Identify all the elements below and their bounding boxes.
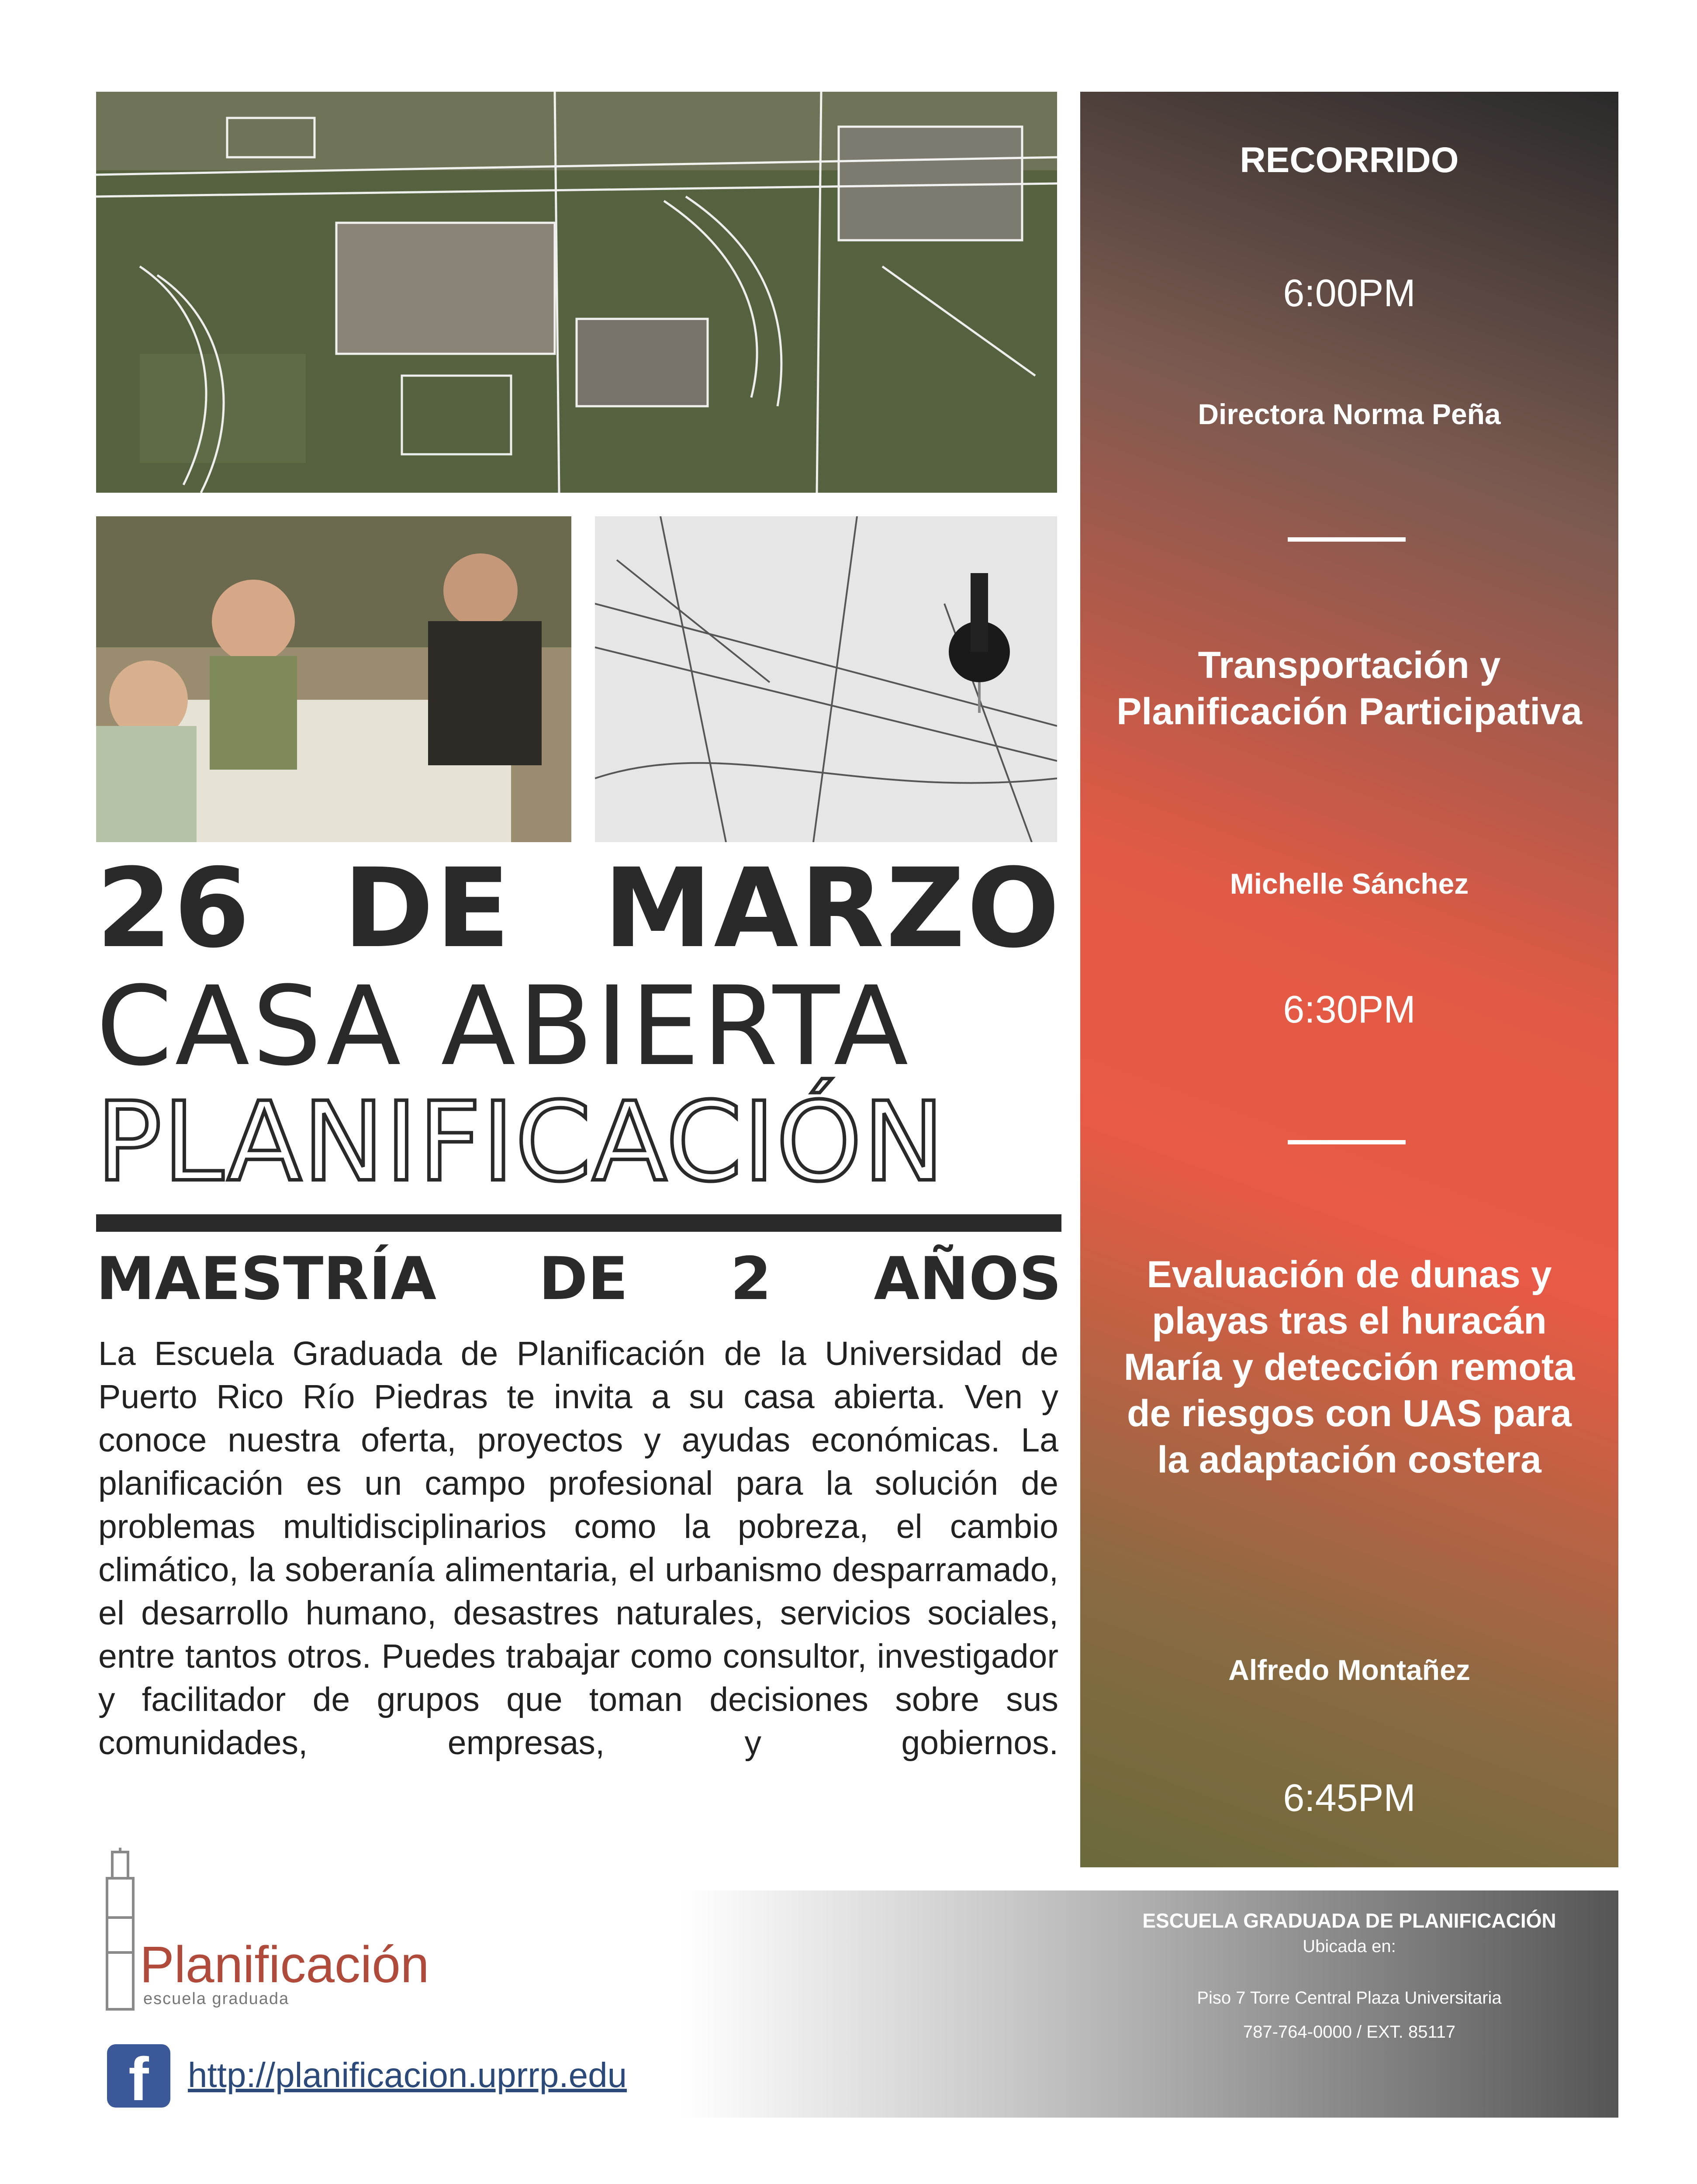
- date-day: 26: [96, 845, 252, 972]
- degree-word-3: 2: [730, 1244, 772, 1313]
- item3-title: Evaluación de dunas y playas tras el huracán María y detección remota de riesgos con UAS para la adaptación costera: [1123, 1254, 1575, 1481]
- address: Piso 7 Torre Central Plaza Universitaria: [1197, 1988, 1502, 2008]
- phone: 787-764-0000 / EXT. 85117: [1243, 2022, 1456, 2042]
- degree-line: [96, 1244, 1061, 1313]
- item1-time: 6:00PM: [1283, 271, 1416, 314]
- item3-time: 6:45PM: [1283, 1776, 1416, 1819]
- schedule-separator: [1288, 1140, 1406, 1144]
- degree-word-2: DE: [539, 1244, 628, 1313]
- event-title: CASA ABIERTA: [96, 963, 911, 1090]
- degree-word-1: MAESTRÍA: [96, 1244, 437, 1313]
- schedule-separator: [1288, 537, 1406, 542]
- pinned-map-photo: [595, 516, 1057, 842]
- footer-contact: [1080, 1909, 1618, 2042]
- students-photo: [96, 516, 571, 842]
- item1-presenter: Directora Norma Peña: [1198, 398, 1501, 430]
- item2-time: 6:30PM: [1283, 988, 1416, 1031]
- school-name: ESCUELA GRADUADA DE PLANIFICACIÓN: [1142, 1909, 1556, 1932]
- item2-presenter: Michelle Sánchez: [1230, 867, 1469, 900]
- located-label: Ubicada en:: [1303, 1937, 1396, 1956]
- item2-title: Transportación y Planificación Participativa: [1116, 644, 1582, 733]
- headline-divider: [96, 1214, 1061, 1232]
- date-de: DE: [343, 845, 512, 972]
- aerial-map-image: [96, 92, 1057, 493]
- website-link[interactable]: http://planificacion.uprrp.edu: [188, 2056, 627, 2094]
- logo-subtext: escuela graduada: [143, 1990, 290, 2008]
- date-month: MARZO: [603, 845, 1061, 972]
- program-title: PLANIFICACIÓN: [96, 1078, 946, 1206]
- facebook-icon[interactable]: f: [107, 2044, 170, 2108]
- logo-wordmark: Planificación: [140, 1936, 429, 1994]
- item3-presenter: Alfredo Montañez: [1228, 1654, 1470, 1686]
- description-paragraph: La Escuela Graduada de Planificación de la Universidad de Puerto Rico Río Piedras te invita a su casa abierta. Ven y conoce nuestra oferta, proyectos y ayudas económicas. La planificación es un campo profesional para la solución de problemas multidisciplinarios como la pobreza, el cambio climático, la soberanía alimentaria, el urbanismo desparramado, el desarrollo humano, desastres naturales, servicios sociales, entre tantos otros. Puedes trabajar como consultor, investigador y facilitador de grupos que toman decisiones sobre sus comunidades, empresas, y gobiernos.: [98, 1335, 1058, 1762]
- schedule-panel: [1080, 92, 1618, 1867]
- event-date: [96, 845, 1061, 972]
- degree-word-4: AÑOS: [874, 1244, 1061, 1313]
- item1-title: RECORRIDO: [1240, 140, 1459, 180]
